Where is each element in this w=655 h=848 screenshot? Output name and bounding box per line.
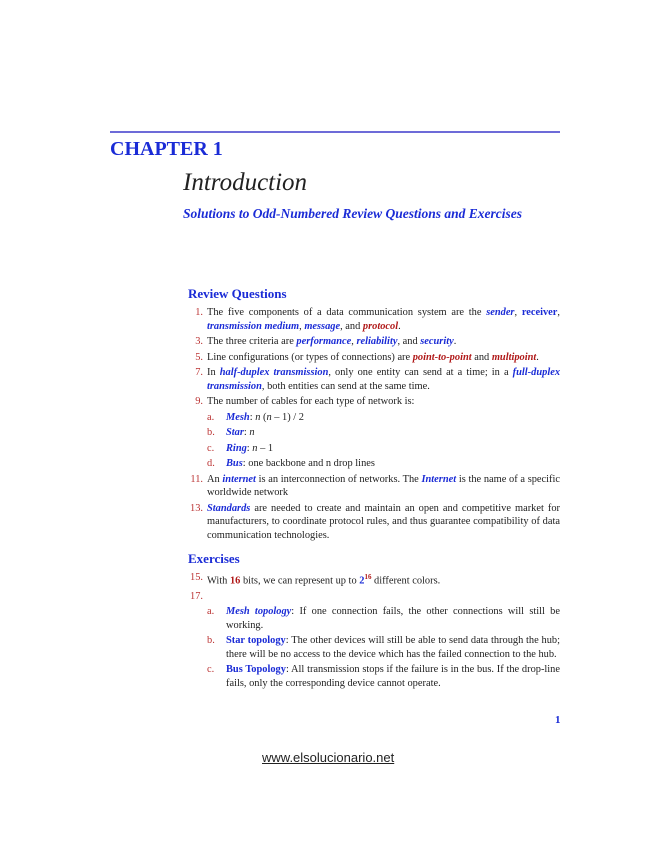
exercises-heading: Exercises [188,551,240,566]
item-number: 1. [195,307,203,318]
item-number: 17. [190,590,203,602]
review-question-9c: c. Ring: n – 1 [207,442,274,454]
item-number: 7. [195,367,203,378]
chapter-label: CHAPTER 1 [110,138,223,160]
item-number: 3. [195,336,203,347]
review-question-13: 13. Standards are needed to create and maintain an open and competitive market for manufacturers, to coordinate protocol rules, and thus guarantee compatibility of data communication technologies. [190,502,560,541]
review-questions-list [188,306,560,544]
review-question-11: 11. An internet is an interconnection of networks. The Internet is the name of a specific worldwide network [188,473,560,500]
item-number: 9. [195,396,203,407]
exercises-list [188,571,560,692]
exercise-15: 15. With 16 bits, we can represent up to $2^{16}$ different colors. [190,572,441,587]
item-number: 15. [190,572,203,583]
item-number: 11. [190,473,203,485]
item-number: 13. [190,502,203,514]
exercise-17 [188,590,560,604]
review-question-9d: d. Bus: one backbone and n drop lines [207,458,375,469]
review-questions-heading: Review Questions [188,286,287,301]
review-question-9a: a. Mesh: n (n – 1) / 2 [207,411,304,423]
chapter-rule [110,131,560,133]
review-question-9: 9. The number of cables for each type of network is: [188,395,560,409]
review-question-9b: b. Star: n [207,427,255,438]
exercise-17c: c. Bus Topology: All transmission stops if the failure is in the bus. If the drop-line fails, only the corresponding device cannot operate. [207,664,560,689]
review-question-7: 7. In half-duplex transmission, only one entity can send at a time; in a full-duplex transmission, both entities can send at the same time. [188,366,560,393]
review-question-5: 5. Line configurations (or types of connections) are point-to-point and multipoint. [188,351,560,365]
review-question-1: 1. The five components of a data communication system are the sender, receiver, transmission medium, message, and protocol. [188,306,560,333]
footer-link[interactable]: www.elsolucionario.net [262,750,395,765]
chapter-subtitle: Solutions to Odd-Numbered Review Questions and Exercises [183,206,523,221]
page-number: 1 [555,714,561,726]
chapter-title: Introduction [183,169,308,196]
review-question-3: 3. The three criteria are performance, reliability, and security. [188,335,560,349]
item-number: 5. [195,351,203,363]
exercise-17a: a. Mesh topology: If one connection fails, the other connections will still be working. [207,606,560,631]
exercise-17b: b. Star topology: The other devices will still be able to send data through the hub; there will be no access to the device which has the failed connection to the hub. [207,635,560,660]
